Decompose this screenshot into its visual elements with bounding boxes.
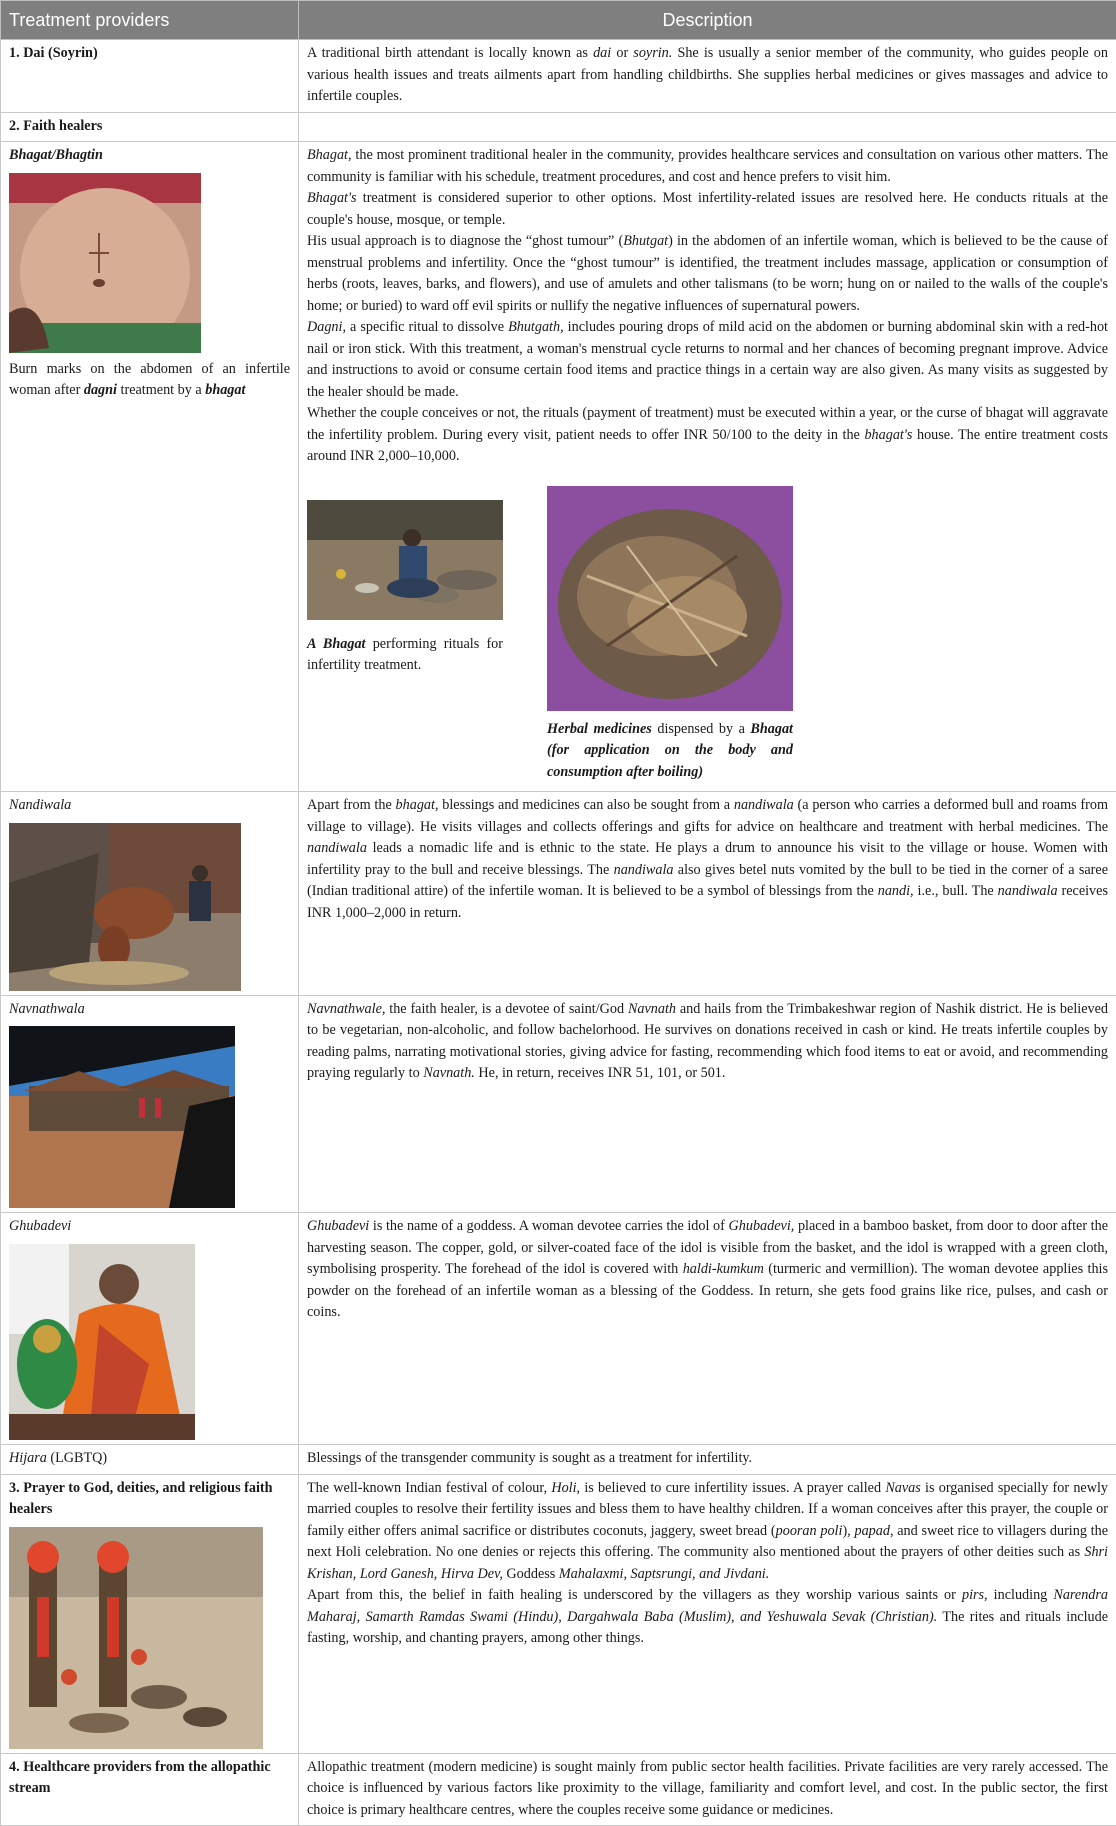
desc-navnathwala xyxy=(299,995,1116,1213)
row-prayer xyxy=(1,1474,1116,1753)
row-dai xyxy=(1,40,1116,113)
header-description: Description xyxy=(299,1,1116,40)
text-run: or xyxy=(611,45,633,61)
navnathwala-village-photo xyxy=(9,1026,235,1208)
text-run: Herbal medicines xyxy=(547,721,652,737)
herbal-medicines-caption xyxy=(547,719,793,784)
prayer-shrine-photo xyxy=(9,1527,263,1749)
text-run: treatment is considered superior to other options. Most infertility-related issues are resolved here. He conducts rituals at the couple's house, mosque, or temple. xyxy=(307,190,1108,228)
bhagat-photo-caption xyxy=(9,359,290,402)
text-run: nandiwala xyxy=(998,883,1058,899)
provider-bhagat-cell xyxy=(1,142,299,792)
text-run: performing rituals for infertility treatment. xyxy=(307,636,503,674)
provider-faith-healers: 2. Faith healers xyxy=(1,112,299,142)
ghubadevi-devotee-photo xyxy=(9,1244,195,1440)
text-run: nandi, xyxy=(878,883,914,899)
provider-hijara xyxy=(1,1445,299,1475)
bhagat-figures xyxy=(307,494,1108,784)
provider-dai: 1. Dai (Soyrin) xyxy=(1,40,299,113)
text-run: a specific ritual to dissolve xyxy=(346,319,508,335)
row-ghubadevi xyxy=(1,1213,1116,1445)
text-run: i.e., bull. The xyxy=(914,883,998,899)
text-run: placed in a bamboo basket, from door to door after the harvesting season. The copper, gold, or silver-coated face of the idol is visible from the basket, and the idol is wrapped with a green cloth, symbolising prosperity. The forehead of the idol is covered with xyxy=(307,1218,1108,1277)
text-run: pooran poli xyxy=(776,1523,843,1539)
text-run: includes pouring drops of mild acid on the abdomen or burning abdominal skin with a red-hot nail or iron stick. With this treatment, a woman's menstrual cycle returns to normal and her chances of becoming pregnant improve. Advice and instructions to avoid or consume certain food items and practice things in a certain way are also given. As many visits as suggested by the healer should be made. xyxy=(307,319,1108,400)
bhagat-ritual-photo xyxy=(307,500,503,620)
text-run: the faith healer, is a devotee of saint/God xyxy=(385,1001,628,1017)
text-run: A traditional birth attendant is locally known as xyxy=(307,45,593,61)
text-run: bhagat's xyxy=(864,427,912,443)
text-run: Bhagat xyxy=(750,721,793,737)
text-run: haldi-kumkum xyxy=(683,1261,764,1277)
text-run: Navnathwale, xyxy=(307,1001,385,1017)
text-run: and sweet rice to villagers during the next Holi celebration. No one denies or rejects this offering. The community also mentioned about the prayers of other deities such as xyxy=(307,1523,1108,1561)
provider-hijara-note: (LGBTQ) xyxy=(47,1450,107,1466)
text-run: Dagni, xyxy=(307,319,346,335)
provider-nandiwala: Nandiwala xyxy=(9,795,290,817)
text-run: Bhagat's xyxy=(307,190,357,206)
desc-bhagat-cell xyxy=(299,142,1116,792)
text-run: receives INR 1,000–2,000 in return. xyxy=(307,883,1108,921)
text-run: house. The entire treatment costs around INR 2,000–10,000. xyxy=(307,427,1108,465)
row-hijara xyxy=(1,1445,1116,1475)
text-run: Whether the couple conceives or not, the rituals (payment of treatment) must be executed within a year, or the curse of bhagat will aggravate the infertility problem. During every visit, patient needs to offer INR 50/100 to the deity in the xyxy=(307,405,1108,443)
provider-navnathwala-cell xyxy=(1,995,299,1213)
row-bhagat xyxy=(1,142,1116,792)
text-run: Navas xyxy=(885,1480,920,1496)
text-run: Holi, xyxy=(551,1480,580,1496)
bhagat-ritual-caption xyxy=(307,634,503,677)
row-faith-healers xyxy=(1,112,1116,142)
text-run: nandiwala xyxy=(307,840,367,856)
text-run: blessings and medicines can also be sought from a xyxy=(439,797,734,813)
provider-hijara-name: Hijara xyxy=(9,1450,47,1466)
text-run: Apart from the xyxy=(307,797,396,813)
text-run: Bhutgath, xyxy=(508,319,564,335)
text-run: treatment by a xyxy=(117,382,205,398)
desc-nandiwala xyxy=(299,792,1116,996)
text-run: dagni xyxy=(84,382,117,398)
text-run: Navnath xyxy=(628,1001,676,1017)
provider-prayer: 3. Prayer to God, deities, and religious faith healers xyxy=(9,1478,290,1521)
provider-ghubadevi-cell xyxy=(1,1213,299,1445)
paragraph xyxy=(307,403,1108,468)
text-run: also gives betel nuts vomited by the bull to be tied in the corner of a saree (Indian traditional attire) of the infertile woman. It is believed to be a symbol of blessings from the xyxy=(307,862,1108,900)
text-run: She is usually a senior member of the community, who guides people on various health issues and treats ailments apart from handling childbirths. She supplies herbal medicines or gives massages and advice to infertile couples. xyxy=(307,45,1108,104)
text-run: ) in the abdomen of an infertile woman, which is believed to be the cause of menstrual problems and infertility. Once the “ghost tumour” is identified, the treatment includes massage, application or consumption of herbs (roots, leaves, barks, and flowers), and use of amulets and other talismans (to be worn; hung on or nailed to the walls of the couple's home; or buried) to ward off evil spirits or nullify the negative influences of supernatural powers. xyxy=(307,233,1108,314)
text-run: A Bhagat xyxy=(307,636,365,652)
text-run: Goddess xyxy=(503,1566,559,1582)
text-run: Bhutgat xyxy=(623,233,668,249)
text-run: The rites and rituals include fasting, worship, and chanting prayers, among other things. xyxy=(307,1609,1108,1647)
text-run: He, in return, receives INR 51, 101, or 501. xyxy=(475,1065,726,1081)
text-run: Bhagat, xyxy=(307,147,352,163)
text-run: including xyxy=(988,1587,1054,1603)
paragraph xyxy=(307,188,1108,231)
text-run: (for application on the body and consumption after boiling) xyxy=(547,742,793,780)
text-run: Burn marks on the abdomen of an infertile woman after xyxy=(9,361,290,399)
text-run: leads a nomadic life and is ethnic to the state. He plays a drum to announce his visit to the village or house. Women with infertility pray to the bull and receive blessings. The xyxy=(307,840,1108,878)
text-run: soyrin. xyxy=(633,45,672,61)
provider-bhagat: Bhagat/Bhagtin xyxy=(9,145,290,167)
text-run: The well-known Indian festival of colour, xyxy=(307,1480,551,1496)
text-run: pirs, xyxy=(962,1587,988,1603)
text-run: Ghubadevi xyxy=(307,1218,369,1234)
text-run: and hails from the Trimbakeshwar region of Nashik district. He is believed to be vegetarian, non-alcoholic, and follow bachelorhood. He survives on donations received in cash or kind. He treats infertile couples by reading palms, narrating motivational stories, giving advice for fasting, recommending which food items to eat or avoid, and recommending praying regularly to xyxy=(307,1001,1108,1082)
text-run: the most prominent traditional healer in the community, provides healthcare services and consultation on various other matters. The community is familiar with his schedule, treatment procedures, and cost and hence prefers to visit him. xyxy=(307,147,1108,185)
abdomen-burn-photo xyxy=(9,173,201,353)
desc-allopathic: Allopathic treatment (modern medicine) is sought mainly from public sector health facilities. Private facilities are very rarely accessed. The choice is influenced by various factors like proximity to the village, familiarity and comfort level, and cost. In the public sector, the first choice is primary healthcare centres, where the couples receive some guidance or medicines. xyxy=(299,1753,1116,1826)
text-run: bhagat xyxy=(205,382,245,398)
text-run: dispensed by a xyxy=(652,721,751,737)
paragraph xyxy=(307,145,1108,188)
text-run: dai xyxy=(593,45,611,61)
table-header xyxy=(1,1,1116,40)
text-run: Navnath. xyxy=(423,1065,475,1081)
desc-hijara: Blessings of the transgender community is sought as a treatment for infertility. xyxy=(299,1445,1116,1475)
paragraph xyxy=(307,231,1108,317)
herbal-medicines-photo xyxy=(547,486,793,711)
text-run: Narendra Maharaj, Samarth Ramdas Swami (Hindu), Dargahwala Baba (Muslim), and Yeshuwala Sevak (Christian). xyxy=(307,1587,1108,1625)
provider-ghubadevi: Ghubadevi xyxy=(9,1216,290,1238)
nandiwala-bull-photo xyxy=(9,823,241,991)
figure-bhagat-ritual xyxy=(307,494,503,784)
text-run: papad, xyxy=(854,1523,893,1539)
text-run: His usual approach is to diagnose the “ghost tumour” ( xyxy=(307,233,623,249)
row-navnathwala xyxy=(1,995,1116,1213)
row-nandiwala xyxy=(1,792,1116,996)
text-run: is organised specially for newly married couples to resolve their fertility issues and bless them to have healthy children. If a woman conceives after this prayer, the couple or family either offers animal sacrifice or distributes coconuts, jaggery, sweet bread ( xyxy=(307,1480,1108,1539)
provider-allopathic: 4. Healthcare providers from the allopathic stream xyxy=(1,1753,299,1826)
text-run: nandiwala xyxy=(614,862,674,878)
text-run: is the name of a goddess. A woman devotee carries the idol of xyxy=(369,1218,728,1234)
paragraph xyxy=(307,1585,1108,1650)
text-run: is believed to cure infertility issues. A prayer called xyxy=(580,1480,885,1496)
text-run: Apart from this, the belief in faith healing is underscored by the villagers as they worship various saints or xyxy=(307,1587,962,1603)
bhagat-paragraphs xyxy=(307,145,1108,468)
row-allopathic xyxy=(1,1753,1116,1826)
text-run: (a person who carries a deformed bull and roams from village to village). He visits villages and collects offerings and gifts for advice on healthcare and treatment with herbal medicines. The xyxy=(307,797,1108,835)
paragraph xyxy=(307,317,1108,403)
text-run: ), xyxy=(842,1523,854,1539)
desc-faith-healers-empty xyxy=(299,112,1116,142)
desc-ghubadevi xyxy=(299,1213,1116,1445)
text-run: bhagat, xyxy=(396,797,439,813)
provider-navnathwala: Navnathwala xyxy=(9,999,290,1021)
provider-nandiwala-cell xyxy=(1,792,299,996)
desc-prayer xyxy=(299,1474,1116,1753)
text-run: nandiwala xyxy=(734,797,794,813)
desc-dai xyxy=(299,40,1116,113)
text-run: Ghubadevi, xyxy=(729,1218,795,1234)
text-run: (turmeric and vermillion). The woman devotee applies this powder on the forehead of an infertile woman as a blessing of the Goddess. In return, she gets food grains like rice, pulses, and cash or coins. xyxy=(307,1261,1108,1320)
text-run: Shri Krishan, Lord Ganesh, Hirva Dev, xyxy=(307,1544,1108,1582)
text-run: Mahalaxmi, Saptsrungi, and Jivdani. xyxy=(559,1566,769,1582)
header-providers: Treatment providers xyxy=(1,1,299,40)
provider-prayer-cell xyxy=(1,1474,299,1753)
figure-herbal-medicines xyxy=(547,494,793,784)
paragraph xyxy=(307,1478,1108,1586)
